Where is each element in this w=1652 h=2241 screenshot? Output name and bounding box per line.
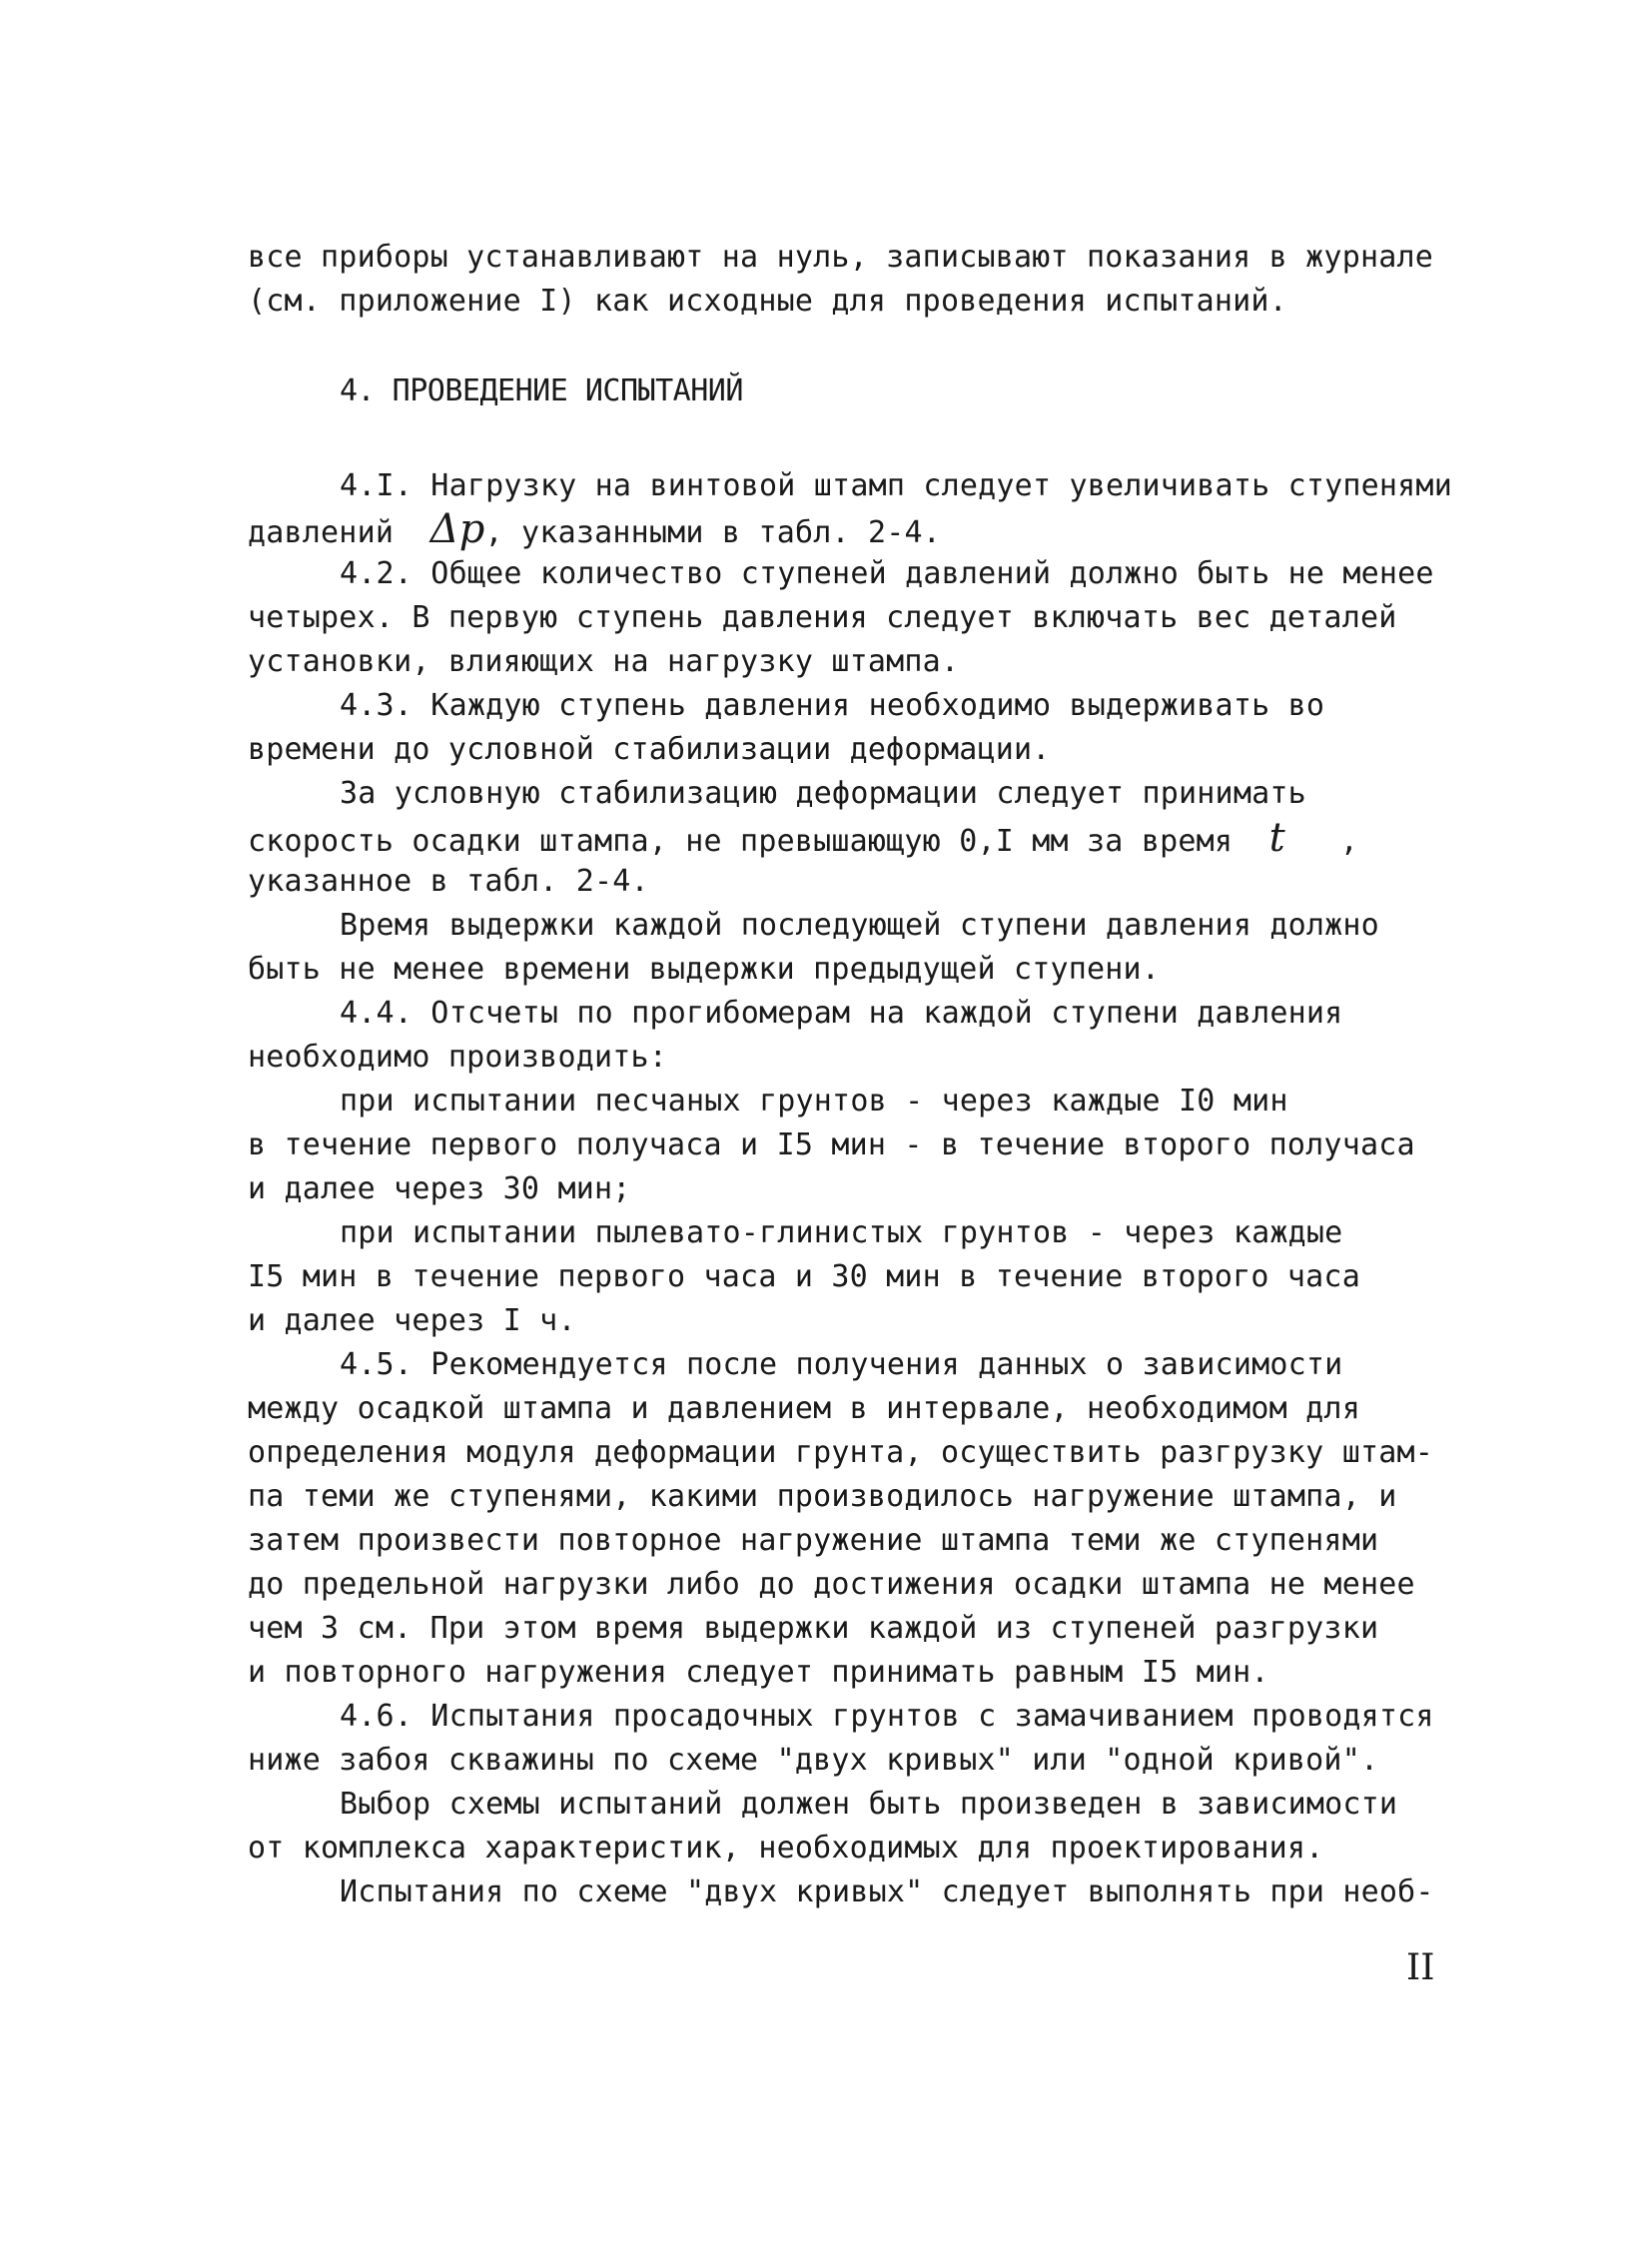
paragraph-4-5-line-1: 4.5. Рекомендуется после получения данных о зависимости	[340, 1347, 1343, 1382]
paragraph-4-4-line-6: при испытании пылевато-глинистых грунтов - через каждые	[340, 1215, 1343, 1250]
paragraph-4-4-line-8: и далее через I ч.	[248, 1303, 576, 1338]
page-number: II	[1406, 1947, 1435, 1988]
paragraph-4-5-line-6: до предельной нагрузки либо до достижения осадки штампа не менее	[248, 1567, 1415, 1602]
text-skorost: скорость осадки штампа, не превышающую 0,I мм за время	[248, 824, 1234, 859]
paragraph-4-4-line-2: необходимо производить:	[248, 1040, 668, 1075]
paragraph-4-6-line-2: ниже забоя скважины по схеме "двух кривых" или "одной кривой".	[248, 1743, 1379, 1778]
paragraph-4-3b-line-3: указанное в табл. 2-4.	[248, 864, 649, 899]
delta-p-symbol: Δp	[429, 506, 485, 552]
paragraph-4-4-line-5: и далее через 30 мин;	[248, 1171, 631, 1206]
paragraph-4-4-line-7: I5 мин в течение первого часа и 30 мин в течение второго часа	[248, 1259, 1360, 1294]
paragraph-4-3b-line-2	[248, 816, 1358, 864]
paragraph-4-5-line-4: па теми же ступенями, какими производилось нагружение штампа, и	[248, 1479, 1397, 1514]
paragraph-4-3c-line-1: Время выдержки каждой последующей ступени давления должно	[340, 908, 1379, 943]
paragraph-4-6-line-4: от комплекса характеристик, необходимых для проектирования.	[248, 1831, 1324, 1866]
paragraph-4-2-line-2: четырех. В первую ступень давления следует включать вес деталей	[248, 600, 1397, 635]
paragraph-4-5-line-3: определения модуля деформации грунта, осуществить разгрузку штам-	[248, 1435, 1433, 1470]
paragraph-4-3-line-2: времени до условной стабилизации деформации.	[248, 732, 1051, 767]
t-symbol: t	[1268, 815, 1285, 861]
paragraph-4-5-line-7: чем 3 см. При этом время выдержки каждой из ступеней разгрузки	[248, 1611, 1379, 1646]
paragraph-4-4-line-3: при испытании песчаных грунтов - через каждые I0 мин	[340, 1084, 1288, 1119]
paragraph-4-1-line-2	[248, 507, 941, 555]
paragraph-4-3-line-1: 4.3. Каждую ступень давления необходимо выдерживать во	[340, 688, 1325, 723]
paragraph-4-6-line-1: 4.6. Испытания просадочных грунтов с замачиванием проводятся	[340, 1699, 1434, 1734]
intro-line-1: все приборы устанавливают на нуль, записывают показания в журнале	[248, 240, 1433, 275]
paragraph-4-6-line-3: Выбор схемы испытаний должен быть произведен в зависимости	[340, 1787, 1398, 1822]
paragraph-4-1-line-1: 4.I. Нагрузку на винтовой штамп следует увеличивать ступенями	[340, 468, 1452, 503]
paragraph-4-4-line-1: 4.4. Отсчеты по прогибомерам на каждой ступени давления	[340, 996, 1343, 1031]
paragraph-4-4-line-4: в течение первого получаса и I5 мин - в течение второго получаса	[248, 1127, 1415, 1162]
paragraph-4-5-line-5: затем произвести повторное нагружение штампа теми же ступенями	[248, 1523, 1379, 1558]
comma: ,	[1339, 824, 1358, 859]
intro-line-2: (см. приложение I) как исходные для проведения испытаний.	[248, 284, 1287, 319]
paragraph-4-5-line-2: между осадкой штампа и давлением в интервале, необходимом для	[248, 1391, 1360, 1426]
text-ukazannymi: , указанными в табл. 2-4.	[484, 515, 942, 550]
paragraph-4-3b-line-1: За условную стабилизацию деформации следует принимать	[340, 776, 1306, 811]
paragraph-4-6-line-5: Испытания по схеме "двух кривых" следует выполнять при необ-	[340, 1874, 1434, 1909]
paragraph-4-2-line-3: установки, влияющих на нагрузку штампа.	[248, 644, 960, 679]
paragraph-4-3c-line-2: быть не менее времени выдержки предыдущей ступени.	[248, 952, 1161, 987]
section-title: 4. ПРОВЕДЕНИЕ ИСПЫТАНИЙ	[340, 374, 743, 408]
paragraph-4-5-line-8: и повторного нагружения следует принимать равным I5 мин.	[248, 1655, 1269, 1690]
paragraph-4-2-line-1: 4.2. Общее количество ступеней давлений должно быть не менее	[340, 556, 1434, 591]
text-davleniy: давлений	[248, 515, 395, 550]
